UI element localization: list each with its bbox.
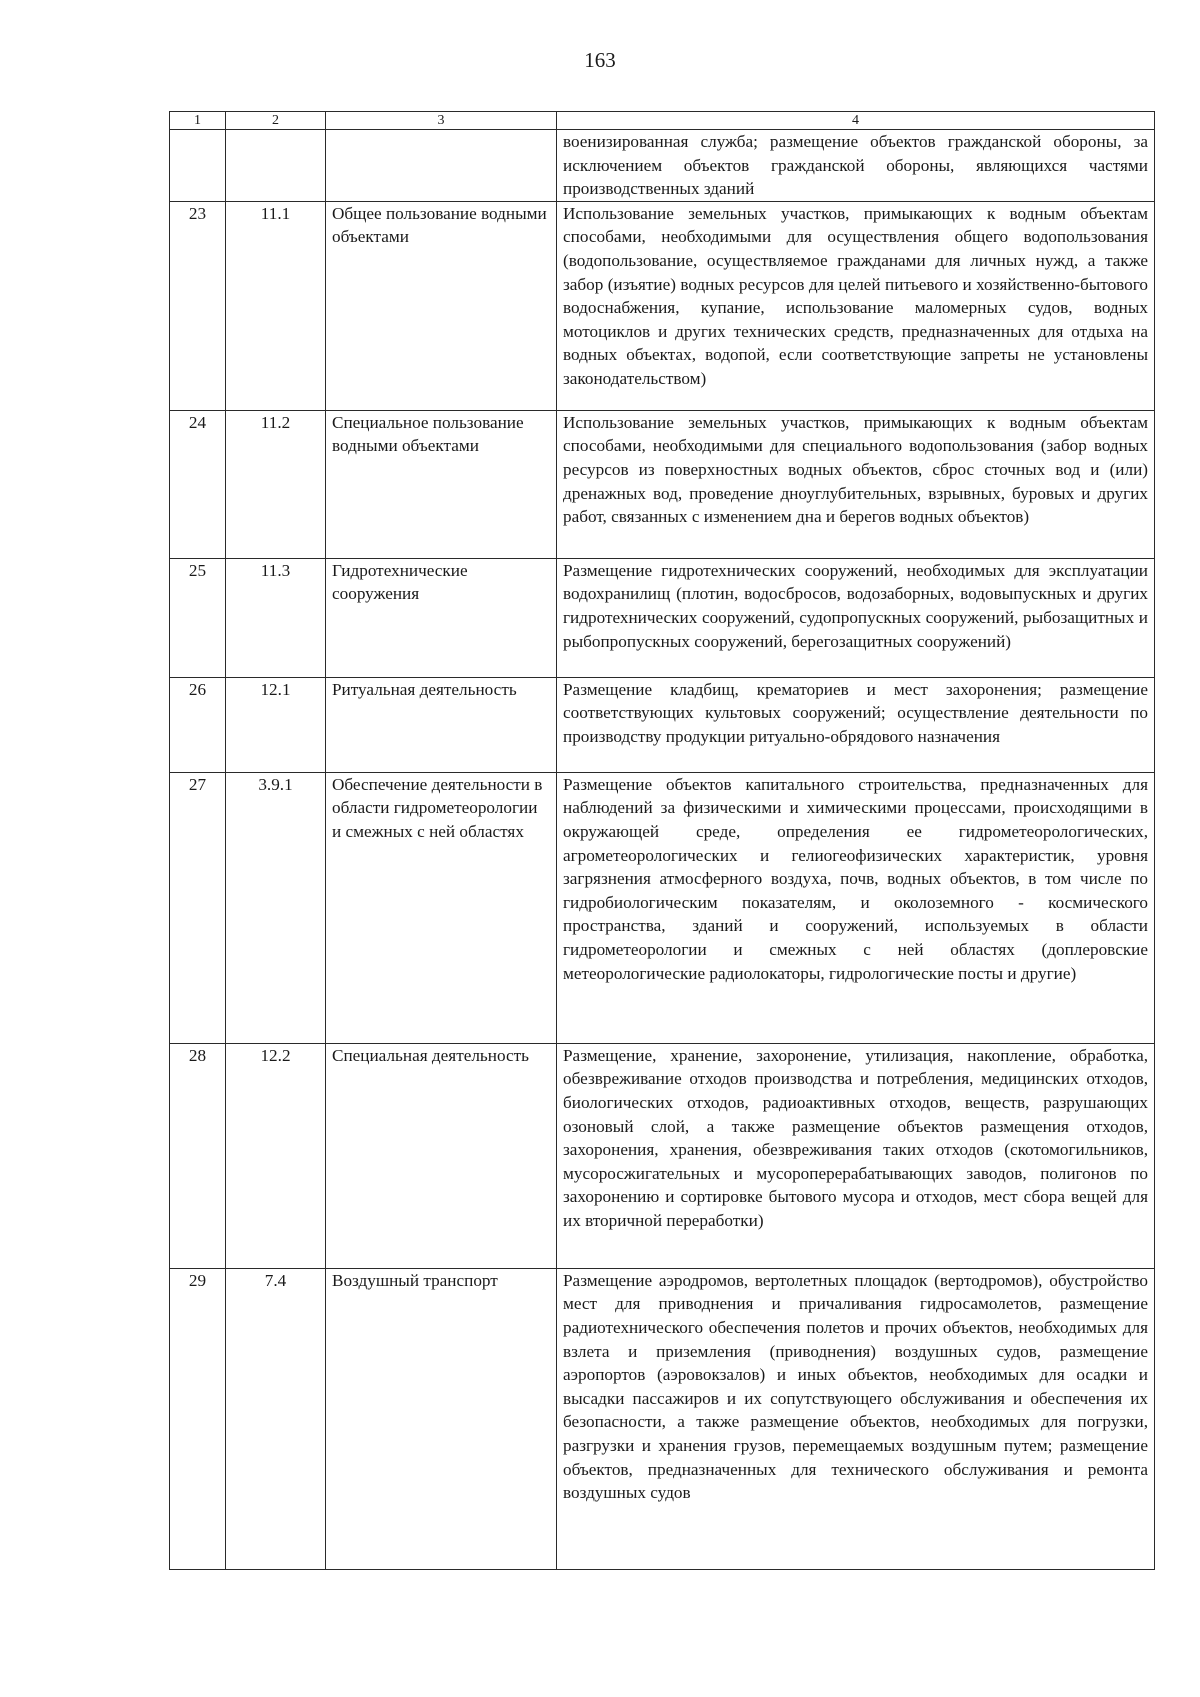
table-row xyxy=(170,558,1155,677)
row-name: Воздушный транспорт xyxy=(326,1268,557,1569)
row-code: 12.1 xyxy=(226,677,326,772)
row-number: 29 xyxy=(170,1268,226,1569)
table-row xyxy=(170,410,1155,558)
row-code: 11.3 xyxy=(226,558,326,677)
header-col-4: 4 xyxy=(557,112,1155,130)
header-col-1: 1 xyxy=(170,112,226,130)
table-row xyxy=(170,1043,1155,1268)
row-number: 23 xyxy=(170,201,226,410)
row-name: Специальная деятельность xyxy=(326,1043,557,1268)
row-description: Использование земельных участков, примыкающих к водным объектам способами, необходимыми для осуществления общего водопользования (водопользование, осуществляемое гражданами для личных нужд, а также забор (изъятие) водных ресурсов для целей питьевого и хозяйственно-бытового водоснабжения, купание, использование маломерных судов, водных мотоциклов и других технических средств, предназначенных для отдыха на водных объектах, водопой, если соответствующие запреты не установлены законодательством) xyxy=(557,201,1155,410)
row-description: Размещение аэродромов, вертолетных площадок (вертодромов), обустройство мест для приводнения и причаливания гидросамолетов, размещение радиотехнического обеспечения полетов и прочих объектов, необходимых для взлета и приземления (приводнения) воздушных судов, размещение аэропортов (аэровокзалов) и иных объектов, необходимых для осадки и высадки пассажиров и их сопутствующего обслуживания и обеспечения их безопасности, а также размещение объектов, необходимых для погрузки, разгрузки и хранения грузов, перемещаемых воздушным путем; размещение объектов, предназначенных для технического обслуживания и ремонта воздушных судов xyxy=(557,1268,1155,1569)
row-name: Специальное пользование водными объектами xyxy=(326,410,557,558)
row-description: военизированная служба; размещение объектов гражданской обороны, за исключением объектов гражданской обороны, являющихся частями производственных зданий xyxy=(557,130,1155,202)
row-name: Гидротехнические сооружения xyxy=(326,558,557,677)
row-code: 12.2 xyxy=(226,1043,326,1268)
row-description: Размещение объектов капитального строительства, предназначенных для наблюдений за физическими и химическими процессами, происходящими в окружающей среде, определения ее гидрометеорологических, агрометеорологических и гелиогеофизических характеристик, уровня загрязнения атмосферного воздуха, почв, водных объектов, в том числе по гидробиологическим показателям, и околоземного - космического пространства, зданий и сооружений, используемых в области гидрометеорологии и смежных с ней областях (доплеровские метеорологические радиолокаторы, гидрологические посты и другие) xyxy=(557,772,1155,1043)
row-number: 24 xyxy=(170,410,226,558)
row-name xyxy=(326,130,557,202)
table-row xyxy=(170,1268,1155,1569)
row-description: Размещение, хранение, захоронение, утилизация, накопление, обработка, обезвреживание отходов производства и потребления, медицинских отходов, биологических отходов, радиоактивных отходов, веществ, разрушающих озоновый слой, а также размещение объектов размещения отходов, захоронения, хранения, обезвреживания таких отходов (скотомогильников, мусоросжигательных и мусороперерабатывающих заводов, полигонов по захоронению и сортировке бытового мусора и отходов, мест сбора вещей для их вторичной переработки) xyxy=(557,1043,1155,1268)
row-description: Размещение кладбищ, крематориев и мест захоронения; размещение соответствующих культовых сооружений; осуществление деятельности по производству продукции ритуально-обрядового назначения xyxy=(557,677,1155,772)
row-code: 7.4 xyxy=(226,1268,326,1569)
row-name: Ритуальная деятельность xyxy=(326,677,557,772)
row-number: 26 xyxy=(170,677,226,772)
row-number: 27 xyxy=(170,772,226,1043)
table-row xyxy=(170,677,1155,772)
row-description: Размещение гидротехнических сооружений, необходимых для эксплуатации водохранилищ (плотин, водосбросов, водозаборных, водовыпускных и других гидротехнических сооружений, судопропускных сооружений, рыбозащитных и рыбопропускных сооружений, берегозащитных сооружений) xyxy=(557,558,1155,677)
row-code: 11.1 xyxy=(226,201,326,410)
row-number: 25 xyxy=(170,558,226,677)
row-code xyxy=(226,130,326,202)
table-row xyxy=(170,772,1155,1043)
land-use-table xyxy=(169,111,1155,1570)
page-number: 163 xyxy=(584,48,616,72)
row-number xyxy=(170,130,226,202)
row-code: 11.2 xyxy=(226,410,326,558)
row-name: Общее пользование водными объектами xyxy=(326,201,557,410)
row-description: Использование земельных участков, примыкающих к водным объектам способами, необходимыми для специального водопользования (забор водных ресурсов из поверхностных водных объектов, сброс сточных вод и (или) дренажных вод, проведение дноуглубительных, взрывных, буровых и других работ, связанных с изменением дна и берегов водных объектов) xyxy=(557,410,1155,558)
header-col-2: 2 xyxy=(226,112,326,130)
header-col-3: 3 xyxy=(326,112,557,130)
table-header-row xyxy=(170,112,1155,130)
table-row xyxy=(170,201,1155,410)
row-code: 3.9.1 xyxy=(226,772,326,1043)
row-name: Обеспечение деятельности в области гидрометеорологии и смежных с ней областях xyxy=(326,772,557,1043)
row-number: 28 xyxy=(170,1043,226,1268)
table-row xyxy=(170,130,1155,202)
